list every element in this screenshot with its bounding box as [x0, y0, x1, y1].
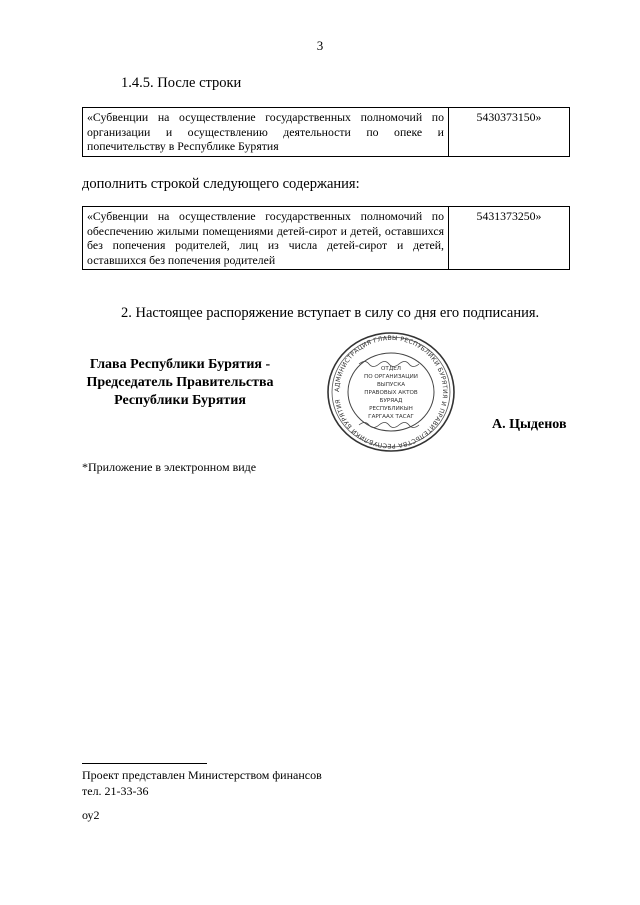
table-old-row [82, 107, 570, 157]
attachment-note: *Приложение в электронном виде [82, 460, 257, 474]
stamp-ring-text: АДМИНИСТРАЦИЯ ГЛАВЫ РЕСПУБЛИКИ БУРЯТИЯ И ПРАВИТЕЛЬСТВА РЕСПУБЛИКИ БУРЯТИЯ [333, 334, 449, 450]
footnote-line-1: Проект представлен Министерством финансов [82, 768, 322, 782]
footnote-code: оу2 [82, 808, 100, 822]
table-old-code: 5430373150» [449, 108, 570, 157]
signatory-title [70, 356, 290, 410]
footnote-phone: тел. 21-33-36 [82, 784, 149, 798]
stamp-line-6: РЕСПУБЛИКЫН [369, 406, 413, 412]
table-old-description: «Субвенции на осуществление государственных полномочий по организации и осуществлению деятельности по опеке и попечительству в Республике Бурятия [83, 108, 449, 157]
clause-2: 2. Настоящее распоряжение вступает в силу со дня его подписания. [121, 305, 540, 321]
page-number: 3 [316, 38, 324, 53]
stamp-line-4: ПРАВОВЫХ АКТОВ [364, 390, 418, 396]
table-new-code: 5431373250» [449, 207, 570, 270]
signatory-name: А. Цыденов [492, 417, 567, 432]
table-new-description: «Субвенции на осуществление государственных полномочий по обеспечению жилыми помещениями детей-сирот и детей, оставшихся без попечения родителей, лиц из числа детей-сирот и детей, оставшихся без попечения родителей [83, 207, 449, 270]
stamp-line-5: БУРЯАД [379, 398, 403, 404]
stamp-line-7: ГАРГААХ ТАСАГ [368, 414, 414, 420]
signatory-title-line-2: Председатель Правительства [86, 375, 274, 390]
footnote-divider [82, 763, 207, 764]
stamp-line-3: ВЫПУСКА [376, 382, 406, 388]
table-new-row [82, 206, 570, 270]
stamp-line-1: ОТДЕЛ [381, 366, 401, 372]
official-stamp-icon [317, 330, 465, 454]
signatory-title-line-1: Глава Республики Бурятия - [89, 357, 271, 372]
connector-text: дополнить строкой следующего содержания: [82, 176, 360, 192]
stamp-line-2: ПО ОРГАНИЗАЦИИ [364, 374, 418, 380]
item-heading: 1.4.5. После строки [121, 75, 242, 91]
signatory-title-line-3: Республики Бурятия [114, 393, 246, 408]
